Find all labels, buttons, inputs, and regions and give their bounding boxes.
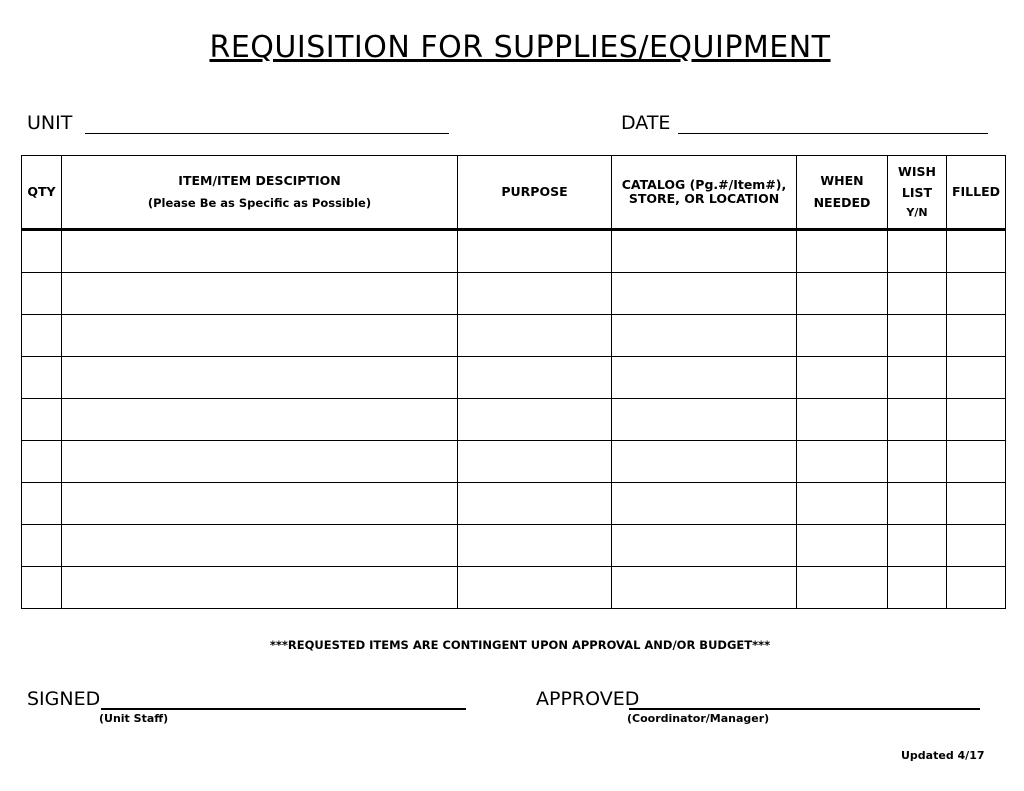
header-wish-line2: LIST — [901, 184, 933, 200]
cell-qty[interactable] — [22, 483, 62, 525]
requisition-table-body — [22, 230, 1006, 609]
cell-item[interactable] — [62, 567, 458, 609]
cell-filled[interactable] — [947, 483, 1006, 525]
cell-wish-list[interactable] — [888, 273, 947, 315]
cell-filled[interactable] — [947, 441, 1006, 483]
signed-field[interactable] — [101, 708, 466, 710]
approved-field[interactable] — [629, 708, 980, 710]
cell-filled[interactable] — [947, 567, 1006, 609]
cell-filled[interactable] — [947, 315, 1006, 357]
cell-catalog[interactable] — [612, 483, 797, 525]
header-purpose — [458, 156, 612, 230]
cell-wish-list[interactable] — [888, 315, 947, 357]
cell-item[interactable] — [62, 525, 458, 567]
table-header-row — [22, 156, 1006, 230]
cell-catalog[interactable] — [612, 399, 797, 441]
cell-filled[interactable] — [947, 273, 1006, 315]
cell-purpose[interactable] — [458, 483, 612, 525]
table-row — [22, 357, 1006, 399]
cell-item[interactable] — [62, 357, 458, 399]
header-catalog — [612, 156, 797, 230]
header-wish-line1: WISH — [898, 164, 936, 180]
cell-when-needed[interactable] — [797, 399, 888, 441]
cell-purpose[interactable] — [458, 315, 612, 357]
cell-catalog[interactable] — [612, 230, 797, 273]
header-filled-label: FILLED — [951, 183, 1001, 199]
updated-note: Updated 4/17 — [901, 749, 985, 762]
table-row — [22, 230, 1006, 273]
cell-purpose[interactable] — [458, 399, 612, 441]
table-row — [22, 483, 1006, 525]
cell-qty[interactable] — [22, 357, 62, 399]
cell-wish-list[interactable] — [888, 483, 947, 525]
cell-purpose[interactable] — [458, 230, 612, 273]
cell-qty[interactable] — [22, 230, 62, 273]
cell-wish-list[interactable] — [888, 399, 947, 441]
cell-wish-list[interactable] — [888, 441, 947, 483]
header-item-sublabel: (Please Be as Specific as Possible) — [147, 195, 372, 210]
cell-filled[interactable] — [947, 399, 1006, 441]
cell-qty[interactable] — [22, 441, 62, 483]
header-purpose-label: PURPOSE — [501, 183, 568, 199]
date-label: DATE — [621, 112, 671, 134]
cell-qty[interactable] — [22, 525, 62, 567]
cell-when-needed[interactable] — [797, 273, 888, 315]
cell-qty[interactable] — [22, 315, 62, 357]
date-field[interactable] — [678, 133, 988, 134]
cell-filled[interactable] — [947, 357, 1006, 399]
signed-caption: (Unit Staff) — [99, 712, 169, 725]
cell-catalog[interactable] — [612, 567, 797, 609]
cell-catalog[interactable] — [612, 357, 797, 399]
form-title: REQUISITION FOR SUPPLIES/EQUIPMENT — [209, 30, 831, 65]
approved-label: APPROVED — [536, 688, 640, 710]
cell-wish-list[interactable] — [888, 230, 947, 273]
cell-item[interactable] — [62, 441, 458, 483]
cell-wish-list[interactable] — [888, 567, 947, 609]
header-catalog-line2: STORE, OR LOCATION — [628, 191, 780, 206]
header-when-line2: NEEDED — [813, 195, 871, 210]
requisition-table — [21, 155, 1006, 609]
cell-qty[interactable] — [22, 273, 62, 315]
signed-label: SIGNED — [27, 688, 101, 710]
cell-qty[interactable] — [22, 399, 62, 441]
cell-item[interactable] — [62, 273, 458, 315]
unit-field[interactable] — [85, 133, 449, 134]
cell-item[interactable] — [62, 399, 458, 441]
header-catalog-line1: CATALOG (Pg.#/Item#), — [621, 176, 787, 192]
cell-item[interactable] — [62, 230, 458, 273]
cell-wish-list[interactable] — [888, 525, 947, 567]
cell-when-needed[interactable] — [797, 441, 888, 483]
cell-catalog[interactable] — [612, 441, 797, 483]
cell-filled[interactable] — [947, 230, 1006, 273]
header-qty — [22, 156, 62, 230]
table-row — [22, 525, 1006, 567]
unit-label: UNIT — [27, 112, 73, 134]
header-when-needed — [797, 156, 888, 230]
approval-disclaimer: ***REQUESTED ITEMS ARE CONTINGENT UPON APPROVAL AND/OR BUDGET*** — [269, 638, 771, 652]
cell-wish-list[interactable] — [888, 357, 947, 399]
cell-when-needed[interactable] — [797, 357, 888, 399]
cell-when-needed[interactable] — [797, 525, 888, 567]
table-row — [22, 399, 1006, 441]
cell-item[interactable] — [62, 483, 458, 525]
cell-purpose[interactable] — [458, 441, 612, 483]
header-item-label: ITEM/ITEM DESCIPTION — [178, 173, 341, 188]
cell-qty[interactable] — [22, 567, 62, 609]
cell-purpose[interactable] — [458, 273, 612, 315]
header-wish-list — [888, 156, 947, 230]
table-row — [22, 273, 1006, 315]
cell-catalog[interactable] — [612, 273, 797, 315]
cell-filled[interactable] — [947, 525, 1006, 567]
table-row — [22, 441, 1006, 483]
cell-catalog[interactable] — [612, 315, 797, 357]
table-row — [22, 567, 1006, 609]
table-row — [22, 315, 1006, 357]
cell-purpose[interactable] — [458, 567, 612, 609]
cell-when-needed[interactable] — [797, 567, 888, 609]
cell-when-needed[interactable] — [797, 315, 888, 357]
cell-catalog[interactable] — [612, 525, 797, 567]
header-qty-label: QTY — [27, 183, 56, 199]
cell-purpose[interactable] — [458, 525, 612, 567]
cell-when-needed[interactable] — [797, 483, 888, 525]
header-item — [62, 156, 458, 230]
cell-when-needed[interactable] — [797, 230, 888, 273]
approved-caption: (Coordinator/Manager) — [627, 712, 770, 725]
cell-purpose[interactable] — [458, 357, 612, 399]
cell-item[interactable] — [62, 315, 458, 357]
header-when-line1: WHEN — [820, 173, 864, 189]
header-filled — [947, 156, 1006, 230]
header-wish-line3: Y/N — [906, 205, 928, 219]
